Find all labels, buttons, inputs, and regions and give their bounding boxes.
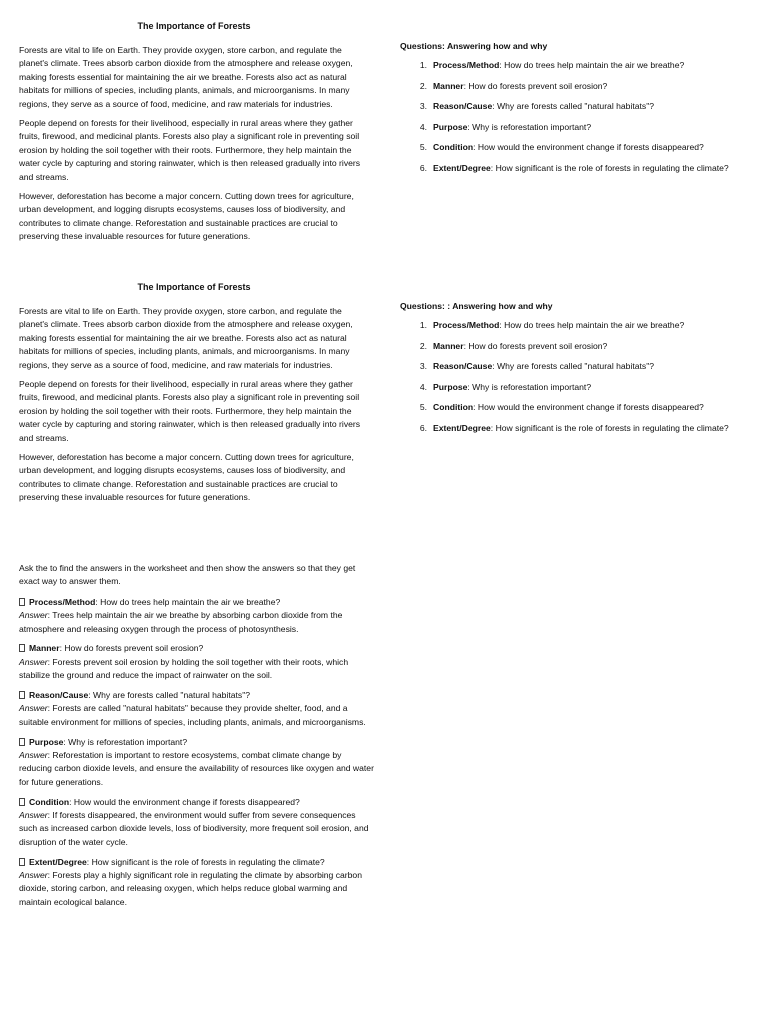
answer-key-intro: Ask the to find the answers in the worksheet and then show the answers so that they get exact way to answer them. <box>19 563 356 587</box>
question-item <box>400 422 740 435</box>
missing-glyph-icon <box>19 858 25 866</box>
question-label: Reason/Cause <box>433 101 493 112</box>
question-text: : How significant is the role of forests in regulating the climate? <box>490 162 729 173</box>
question-item <box>400 360 740 373</box>
question-item <box>400 80 740 93</box>
question-item <box>400 100 740 113</box>
question-label: Extent/Degree <box>433 162 491 173</box>
question-number: 2. <box>419 80 427 91</box>
question-text: : How would the environment change if forests disappeared? <box>473 402 704 413</box>
question-item <box>400 141 740 154</box>
answer-text: : If forests disappeared, the environment would suffer from severe consequences such as increased carbon dioxide levels, loss of biodiversity, more frequent soil erosion, and disruption of the water cycle. <box>19 810 369 847</box>
question-item <box>400 59 740 72</box>
questions-heading: Questions: : Answering how and why <box>400 301 553 311</box>
answer-text: : Forests play a highly significant role in regulating the climate by absorbing carbon dioxide, storing carbon, and releasing oxygen, which helps reduce global warming and maintain ecological balance. <box>19 870 362 907</box>
question-number: 1. <box>419 320 427 330</box>
missing-glyph-icon <box>19 598 25 606</box>
question-number: 4. <box>419 381 427 392</box>
question-item <box>400 401 740 414</box>
answer-question-label: Purpose <box>29 736 64 747</box>
answer-question-label: Extent/Degree <box>29 856 87 867</box>
question-label: Extent/Degree <box>433 422 491 433</box>
answer-question-text: : How significant is the role of forests in regulating the climate? <box>86 856 325 867</box>
answer-question-text: : Why are forests called "natural habitats"? <box>88 690 251 701</box>
question-number: 4. <box>419 121 427 132</box>
question-number: 2. <box>419 340 427 351</box>
question-label: Condition <box>433 142 474 153</box>
answer-question-text: : How do forests prevent soil erosion? <box>59 643 204 654</box>
article-paragraph: Forests are vital to life on Earth. They provide oxygen, store carbon, and regulate the planet's climate. Trees absorb carbon dioxide from the atmosphere and release oxygen, making forests essential for maintaining the air we breathe. Forests also act as natural habitats for millions of species, including plants, animals, and microorganisms. In many regions, they serve as a source of food, medicine, and raw materials for industries. <box>19 306 353 370</box>
questions-heading: Questions: Answering how and why <box>400 41 548 51</box>
answer-question-label: Manner <box>29 643 60 654</box>
answer-question-label: Reason/Cause <box>29 690 89 701</box>
question-number: 3. <box>419 361 427 372</box>
questions-section-2 <box>400 300 740 443</box>
questions-list <box>400 319 740 435</box>
question-label: Purpose <box>433 381 468 392</box>
article-title: The Importance of Forests <box>137 282 251 292</box>
answer-item <box>19 796 374 850</box>
answer-question-text: : How do trees help maintain the air we breathe? <box>95 596 281 607</box>
questions-section-1 <box>400 40 740 183</box>
answer-prefix: Answer <box>19 610 48 621</box>
question-item <box>400 340 740 353</box>
answer-question-label: Condition <box>29 796 70 807</box>
question-text: : Why are forests called "natural habitats"? <box>492 361 655 372</box>
question-text: : Why are forests called "natural habitats"? <box>492 101 655 112</box>
question-number: 1. <box>419 60 427 70</box>
question-text: : Why is reforestation important? <box>467 381 592 392</box>
question-number: 6. <box>419 162 427 173</box>
question-text: : How do trees help maintain the air we breathe? <box>499 60 685 70</box>
answer-item <box>19 596 374 636</box>
article-title: The Importance of Forests <box>137 21 251 31</box>
question-label: Manner <box>433 80 464 91</box>
answer-question-text: : How would the environment change if forests disappeared? <box>69 796 300 807</box>
article-paragraph: Forests are vital to life on Earth. They provide oxygen, store carbon, and regulate the planet's climate. Trees absorb carbon dioxide from the atmosphere and release oxygen, making forests essential for maintaining the air we breathe. Forests also act as natural habitats for millions of species, including plants, animals, and microorganisms. In many regions, they serve as a source of food, medicine, and raw materials for industries. <box>19 45 353 109</box>
answer-text: : Reforestation is important to restore ecosystems, combat climate change by reducing carbon dioxide levels, and ensure the availability of resources like oxygen and water for future generations. <box>19 750 374 787</box>
question-label: Purpose <box>433 121 468 132</box>
question-number: 3. <box>419 101 427 112</box>
article-paragraph: People depend on forests for their livelihood, especially in rural areas where they gather fruits, firewood, and medicinal plants. Forests also play a significant role in preventing soil erosion by holding the soil together with their roots. Furthermore, they help maintain the water cycle by capturing and storing rainwater, which is then released gradually into rivers and streams. <box>19 118 361 182</box>
answer-question-label: Process/Method <box>29 596 96 607</box>
answer-item <box>19 642 374 682</box>
question-label: Process/Method <box>433 60 500 70</box>
question-label: Reason/Cause <box>433 361 493 372</box>
answer-item <box>19 856 374 910</box>
answer-prefix: Answer <box>19 750 48 761</box>
question-text: : Why is reforestation important? <box>467 121 592 132</box>
answer-item <box>19 736 374 790</box>
answer-text: : Forests prevent soil erosion by holding the soil together with their roots, which stabilize the ground and reduce the impact of rainwater on the soil. <box>19 656 349 681</box>
question-label: Manner <box>433 340 464 351</box>
answer-item <box>19 689 374 729</box>
question-number: 6. <box>419 422 427 433</box>
question-text: : How significant is the role of forests in regulating the climate? <box>490 422 729 433</box>
answer-prefix: Answer <box>19 703 48 714</box>
answer-text: : Trees help maintain the air we breathe by absorbing carbon dioxide from the atmosphere and releasing oxygen through the process of photosynthesis. <box>19 610 343 634</box>
article-paragraph: However, deforestation has become a major concern. Cutting down trees for agriculture, urban development, and logging disrupts ecosystems, causes loss of biodiversity, and contributes to climate change. Reforestation and sustainable practices are crucial to preserving these invaluable resources for future generations. <box>19 452 354 503</box>
missing-glyph-icon <box>19 738 25 746</box>
missing-glyph-icon <box>19 691 25 699</box>
answer-prefix: Answer <box>19 656 48 667</box>
question-number: 5. <box>419 402 427 413</box>
question-item <box>400 319 740 332</box>
question-text: : How would the environment change if forests disappeared? <box>473 142 704 153</box>
missing-glyph-icon <box>19 798 25 806</box>
missing-glyph-icon <box>19 644 25 652</box>
answer-text: : Forests are called "natural habitats" because they provide shelter, food, and a suitable environment for millions of species, including plants, animals, and microorganisms. <box>19 703 366 727</box>
question-text: : How do forests prevent soil erosion? <box>463 340 608 351</box>
question-item <box>400 121 740 134</box>
answer-key-section <box>19 562 374 916</box>
article-paragraph: People depend on forests for their livelihood, especially in rural areas where they gather fruits, firewood, and medicinal plants. Forests also play a significant role in preventing soil erosion by holding the soil together with their roots. Furthermore, they help maintain the water cycle by capturing and storing rainwater, which is then released gradually into rivers and streams. <box>19 379 361 443</box>
question-text: : How do trees help maintain the air we breathe? <box>499 320 685 330</box>
answer-prefix: Answer <box>19 810 48 821</box>
question-number: 5. <box>419 142 427 153</box>
article-section-2 <box>19 281 369 511</box>
question-label: Process/Method <box>433 320 500 330</box>
article-paragraph: However, deforestation has become a major concern. Cutting down trees for agriculture, urban development, and logging disrupts ecosystems, causes loss of biodiversity, and contributes to climate change. Reforestation and sustainable practices are crucial to preserving these invaluable resources for future generations. <box>19 191 354 242</box>
answer-question-text: : Why is reforestation important? <box>63 736 188 747</box>
questions-list <box>400 59 740 175</box>
article-section-1 <box>19 20 369 250</box>
question-label: Condition <box>433 402 474 413</box>
answer-prefix: Answer <box>19 870 48 881</box>
question-text: : How do forests prevent soil erosion? <box>463 80 608 91</box>
question-item <box>400 381 740 394</box>
question-item <box>400 162 740 175</box>
